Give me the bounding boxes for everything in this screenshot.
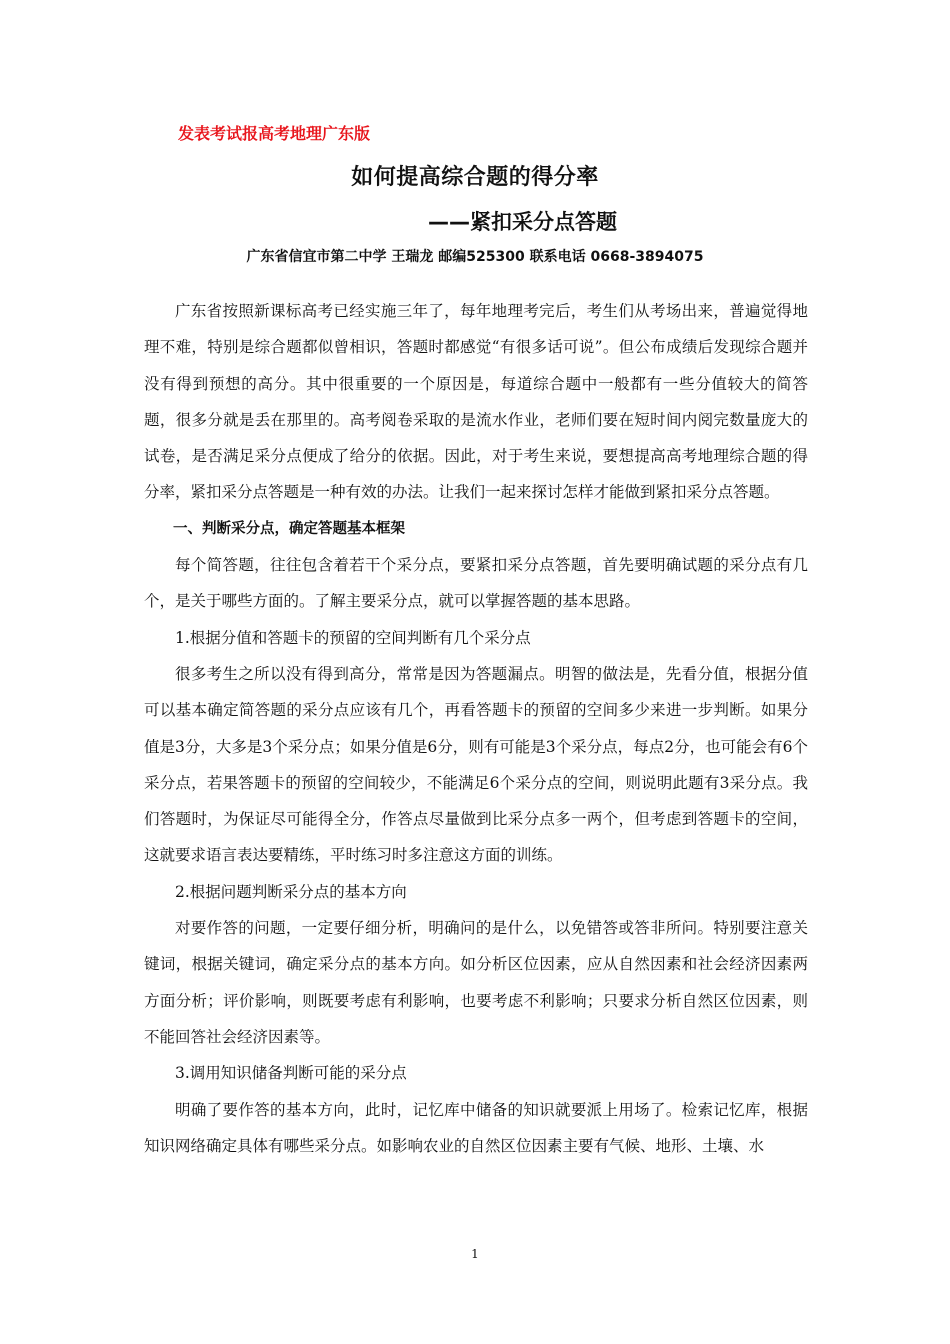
paragraph-subsection-2: 对要作答的问题，一定要仔细分析，明确问的是什么，以免错答或答非所问。特别要注意关键词，根据关键词，确定采分点的基本方向。如分析区位因素，应从自然因素和社会经济因素两方面分析；评价影响，则既要考虑有利影响，也要考虑不利影响；只要求分析自然区位因素，则不能回答社会经济因素等。 <box>144 919 808 1046</box>
paragraph-subsection-3: 明确了要作答的基本方向，此时，记忆库中储备的知识就要派上用场了。检索记忆库，根据知识网络确定具体有哪些采分点。如影响农业的自然区位因素主要有气候、地形、土壤、水 <box>144 1100 808 1155</box>
article-title: 如何提高综合题的得分率 <box>351 165 599 190</box>
subheading-2: 2.根据问题判断采分点的基本方向 <box>175 882 407 901</box>
paragraph-subsection-1: 很多考生之所以没有得到高分，常常是因为答题漏点。明智的做法是，先看分值，根据分值可以基本确定简答题的采分点应该有几个，再看答题卡的预留的空间多少来进一步判断。如果分值是3分，大多是3个采分点；如果分值是6分，则有可能是3个采分点，每点2分，也可能会有6个采分点，若果答题卡的预留的空间较少，不能满足6个采分点的空间，则说明此题有3采分点。我们答题时，为保证尽可能得全分，作答点尽量做到比采分点多一两个，但考虑到答题卡的空间，这就要求语言表达要精练，平时练习时多注意这方面的训练。 <box>144 664 808 865</box>
subheading-3: 3.调用知识储备判断可能的采分点 <box>175 1064 407 1083</box>
page-number: 1 <box>471 1247 479 1261</box>
paragraph-section-intro: 每个简答题，往往包含着若干个采分点，要紧扣采分点答题，首先要明确试题的采分点有几个，是关于哪些方面的。了解主要采分点，就可以掌握答题的基本思路。 <box>144 556 808 611</box>
publication-tag: 发表考试报高考地理广东版 <box>178 124 371 143</box>
article-subtitle: ——紧扣采分点答题 <box>428 210 617 234</box>
section-heading-1: 一、判断采分点，确定答题基本框架 <box>173 520 405 537</box>
paragraph-intro: 广东省按照新课标高考已经实施三年了，每年地理考完后，考生们从考场出来，普遍觉得地理不难，特别是综合题都似曾相识，答题时都感觉“有很多话可说”。但公布成绩后发现综合题并没有得到预想的高分。其中很重要的一个原因是，每道综合题中一般都有一些分值较大的简答题，很多分就是丢在那里的。高考阅卷采取的是流水作业，老师们要在短时间内阅完数量庞大的试卷，是否满足采分点便成了给分的依据。因此，对于考生来说，要想提高高考地理综合题的得分率，紧扣采分点答题是一种有效的办法。让我们一起来探讨怎样才能做到紧扣采分点答题。 <box>144 302 808 502</box>
article-body <box>144 293 808 1164</box>
author-line: 广东省信宜市第二中学 王瑞龙 邮编525300 联系电话 0668-3894075 <box>246 249 704 265</box>
subheading-1: 1.根据分值和答题卡的预留的空间判断有几个采分点 <box>175 628 531 647</box>
